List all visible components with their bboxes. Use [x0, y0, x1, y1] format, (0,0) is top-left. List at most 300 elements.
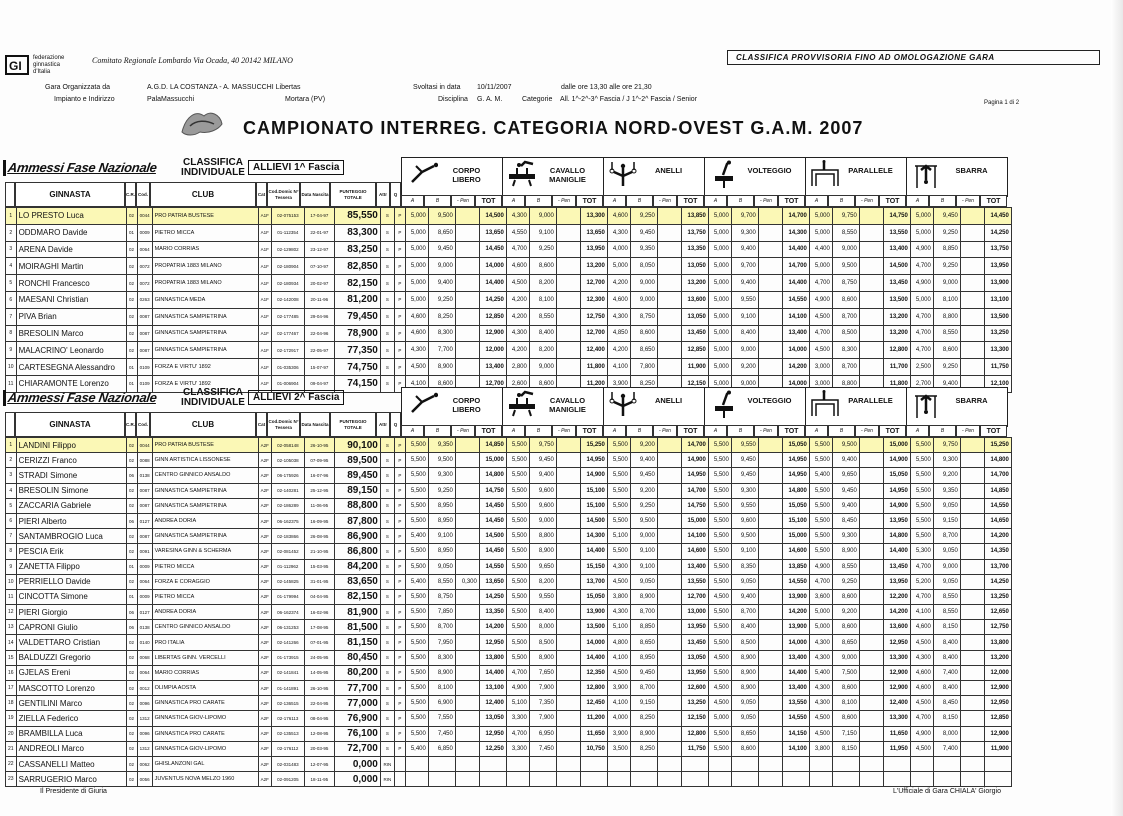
score-1-a: 5,500: [506, 574, 529, 589]
discipline-value: G. A. M.: [477, 96, 503, 103]
column-header-cr: C.R.: [125, 182, 136, 207]
score-3-b: 8,400: [731, 325, 758, 342]
apparatus-sub-a: A: [805, 195, 828, 207]
apparatus-sub-a: A: [805, 425, 828, 437]
score-5-pen: [960, 291, 984, 308]
score-1-tot: 12,750: [580, 308, 607, 325]
score-5-b: 9,450: [933, 208, 960, 225]
score-0-tot: [479, 772, 506, 787]
score-5-pen: [960, 696, 984, 711]
cell-dob: 16-09-95: [304, 513, 334, 528]
score-1-pen: [556, 711, 580, 726]
cell-attr: S: [380, 726, 394, 741]
cell-name: PESCIA Erik: [16, 544, 126, 559]
score-2-pen: [657, 498, 681, 513]
table-row: [6, 468, 1012, 483]
score-2-tot: 13,050: [681, 258, 708, 275]
cell-total: 87,800: [334, 513, 380, 528]
cell-rank: 20: [6, 726, 17, 741]
score-5-tot: 13,250: [984, 325, 1011, 342]
score-4-tot: 13,400: [883, 241, 910, 258]
score-2-pen: [657, 513, 681, 528]
score-4-b: 8,650: [832, 635, 859, 650]
score-4-tot: 13,600: [883, 620, 910, 635]
cell-cr: 02: [126, 681, 137, 696]
score-4-pen: [859, 513, 883, 528]
score-0-tot: 14,250: [479, 291, 506, 308]
apparatus-5-icon: [911, 390, 943, 420]
score-2-b: 8,600: [630, 325, 657, 342]
cell-rank: 11: [6, 589, 17, 604]
score-5-a: 4,500: [910, 696, 933, 711]
score-1-pen: [556, 574, 580, 589]
score-3-pen: [758, 498, 782, 513]
score-1-pen: [556, 589, 580, 604]
apparatus-label-3: VOLTEGGIO: [747, 166, 792, 175]
score-1-tot: 13,900: [580, 605, 607, 620]
score-0-a: 5,500: [405, 589, 428, 604]
cell-dob: 16-02-96: [304, 605, 334, 620]
score-2-b: 7,800: [630, 359, 657, 376]
cell-cr: 06: [126, 513, 137, 528]
score-1-pen: [556, 635, 580, 650]
score-1-tot: 15,050: [580, 589, 607, 604]
score-5-tot: 12,900: [984, 726, 1011, 741]
score-2-b: 8,250: [630, 741, 657, 756]
score-0-b: 8,950: [428, 544, 455, 559]
score-3-b: 9,400: [731, 275, 758, 292]
score-1-tot: 14,900: [580, 468, 607, 483]
category-label: ALLIEVI 2^ Fascia: [248, 390, 344, 405]
cell-cr: 02: [126, 741, 137, 756]
score-4-pen: [859, 605, 883, 620]
table-row: [6, 438, 1012, 453]
score-0-pen: [455, 342, 479, 359]
date-label: Svoltasi in data: [413, 84, 461, 91]
category-label: ALLIEVI 1^ Fascia: [248, 160, 344, 175]
cell-name: SANTAMBROGIO Luca: [16, 529, 126, 544]
score-1-a: 2,600: [506, 375, 529, 392]
cell-cat: A2F: [258, 620, 271, 635]
score-5-a: 4,600: [910, 665, 933, 680]
score-2-tot: 13,050: [681, 650, 708, 665]
score-3-tot: 14,800: [782, 483, 809, 498]
score-5-tot: 11,750: [984, 359, 1011, 376]
score-2-a: 3,500: [607, 741, 630, 756]
score-2-pen: [657, 711, 681, 726]
score-0-tot: 14,450: [479, 241, 506, 258]
column-header-club: CLUB: [150, 182, 256, 207]
cell-q: P: [394, 650, 405, 665]
score-2-tot: 11,750: [681, 741, 708, 756]
cell-tess: 06-162375: [271, 513, 304, 528]
score-1-b: 9,650: [529, 559, 556, 574]
score-0-tot: 13,650: [479, 224, 506, 241]
cell-cr: 02: [126, 438, 137, 453]
cell-tess: 02-141841: [271, 665, 304, 680]
score-2-a: 4,300: [607, 224, 630, 241]
score-4-tot: 14,500: [883, 258, 910, 275]
score-5-a: 5,000: [910, 224, 933, 241]
score-0-a: 5,500: [405, 620, 428, 635]
score-1-pen: [556, 529, 580, 544]
score-2-pen: [657, 605, 681, 620]
score-4-a: 4,900: [809, 291, 832, 308]
score-1-pen: [556, 756, 580, 771]
score-0-b: 9,500: [428, 208, 455, 225]
score-0-pen: [455, 438, 479, 453]
cell-cr: 02: [126, 241, 137, 258]
score-2-b: 8,700: [630, 681, 657, 696]
score-3-b: 8,900: [731, 681, 758, 696]
table-row: [6, 342, 1012, 359]
score-1-b: 9,600: [529, 483, 556, 498]
cell-dob: 23-12-97: [304, 241, 334, 258]
score-5-pen: [960, 711, 984, 726]
score-3-pen: [758, 453, 782, 468]
apparatus-sub-tot: TOT: [778, 195, 805, 207]
score-0-pen: [455, 275, 479, 292]
score-1-b: 8,500: [529, 635, 556, 650]
score-2-tot: 13,400: [681, 559, 708, 574]
score-3-b: [731, 772, 758, 787]
cell-cat: A1F: [258, 208, 271, 225]
score-0-tot: 14,550: [479, 559, 506, 574]
cell-dob: 11-06-95: [304, 498, 334, 513]
score-2-pen: [657, 224, 681, 241]
score-0-tot: 13,650: [479, 574, 506, 589]
score-5-tot: 12,100: [984, 375, 1011, 392]
score-3-a: 5,500: [708, 605, 731, 620]
score-0-tot: 12,250: [479, 741, 506, 756]
apparatus-sub-pen: - Pen: [754, 425, 778, 437]
score-3-pen: [758, 224, 782, 241]
score-1-tot: 14,000: [580, 635, 607, 650]
score-4-pen: [859, 224, 883, 241]
score-1-tot: [580, 756, 607, 771]
score-4-b: 8,550: [832, 224, 859, 241]
cell-club: JUVENTUS NOVA MELZO 1960: [152, 772, 258, 787]
score-3-a: 5,000: [708, 711, 731, 726]
score-3-b: 8,600: [731, 741, 758, 756]
cell-cat: A1F: [258, 258, 271, 275]
score-2-a: 5,500: [607, 468, 630, 483]
score-2-b: 9,250: [630, 498, 657, 513]
score-2-a: 5,500: [607, 483, 630, 498]
score-1-pen: [556, 681, 580, 696]
score-1-tot: 15,150: [580, 559, 607, 574]
score-0-pen: [455, 726, 479, 741]
score-0-pen: [455, 741, 479, 756]
cell-name: ZIELLA Federico: [16, 711, 126, 726]
cell-tess: 01-173915: [271, 650, 304, 665]
apparatus-sub-b: B: [626, 425, 653, 437]
cell-club: GINNASTICA SAMPIETRINA: [152, 529, 258, 544]
score-0-a: 5,500: [405, 513, 428, 528]
apparatus-sub-a: A: [401, 195, 424, 207]
score-1-tot: 15,100: [580, 498, 607, 513]
score-0-pen: 0,300: [455, 574, 479, 589]
column-header-data_nascita: Data Nascita: [300, 412, 330, 437]
score-5-b: 9,000: [933, 559, 960, 574]
score-1-tot: 14,500: [580, 513, 607, 528]
score-4-tot: 13,200: [883, 325, 910, 342]
score-0-pen: [455, 635, 479, 650]
cell-total: 89,450: [334, 468, 380, 483]
cell-cod: 0012: [137, 681, 152, 696]
table-row: [6, 635, 1012, 650]
score-4-a: 4,700: [809, 275, 832, 292]
cell-dob: 07-10-97: [304, 258, 334, 275]
cell-dob: 15-07-97: [304, 359, 334, 376]
score-3-pen: [758, 574, 782, 589]
score-1-b: 9,000: [529, 208, 556, 225]
score-5-b: 8,450: [933, 696, 960, 711]
cell-cr: 02: [126, 635, 137, 650]
score-5-b: 8,150: [933, 711, 960, 726]
score-5-tot: 14,850: [984, 483, 1011, 498]
score-0-tot: 12,700: [479, 375, 506, 392]
score-5-tot: 13,200: [984, 650, 1011, 665]
score-5-pen: [960, 453, 984, 468]
apparatus-sub-a: A: [603, 195, 626, 207]
cell-tess: 02-145825: [271, 574, 304, 589]
cell-q: P: [394, 438, 405, 453]
cell-club: ANDREA DORIA: [152, 605, 258, 620]
score-1-a: 5,500: [506, 498, 529, 513]
table-row: [6, 772, 1012, 787]
apparatus-label-2: ANELLI: [654, 166, 683, 175]
cell-rank: 9: [6, 559, 17, 574]
score-3-tot: 13,900: [782, 589, 809, 604]
apparatus-5-icon: [911, 160, 943, 190]
score-1-b: 7,900: [529, 711, 556, 726]
score-4-tot: 12,200: [883, 589, 910, 604]
score-1-pen: [556, 544, 580, 559]
score-4-tot: 12,950: [883, 635, 910, 650]
cell-q: P: [394, 342, 405, 359]
cell-cod: 0044: [137, 208, 152, 225]
column-header-cod_dom: Cod.Domic N° Tessera: [267, 182, 300, 207]
apparatus-label-4: PARALLELE: [848, 396, 893, 405]
cell-name: ODDMARO Davide: [16, 224, 126, 241]
score-0-b: 8,950: [428, 498, 455, 513]
score-3-tot: 15,000: [782, 529, 809, 544]
score-4-pen: [859, 208, 883, 225]
score-0-tot: 15,000: [479, 453, 506, 468]
cell-club: PIETRO MICCA: [152, 224, 258, 241]
cell-cod: 0056: [137, 772, 152, 787]
score-1-a: 5,500: [506, 620, 529, 635]
score-4-tot: [883, 772, 910, 787]
score-5-a: 5,500: [910, 468, 933, 483]
cell-total: 83,250: [334, 241, 380, 258]
score-2-tot: 14,700: [681, 483, 708, 498]
score-0-b: 8,250: [428, 308, 455, 325]
score-3-b: 9,200: [731, 359, 758, 376]
apparatus-label-3: VOLTEGGIO: [747, 396, 792, 405]
score-1-pen: [556, 665, 580, 680]
cell-q: P: [394, 208, 405, 225]
score-4-tot: 13,450: [883, 559, 910, 574]
cell-attr: RIN: [380, 756, 394, 771]
cell-cat: A2F: [258, 574, 271, 589]
score-4-tot: 14,400: [883, 544, 910, 559]
score-3-tot: 14,000: [782, 342, 809, 359]
score-2-b: 8,650: [630, 342, 657, 359]
cell-dob: 20-11-96: [304, 291, 334, 308]
time-value: dalle ore 13,30 alle ore 21,30: [561, 84, 652, 91]
score-2-a: 4,100: [607, 359, 630, 376]
cell-tess: 02-180934: [271, 275, 304, 292]
cell-attr: S: [380, 696, 394, 711]
score-3-pen: [758, 605, 782, 620]
score-4-a: 5,500: [809, 438, 832, 453]
score-0-a: 5,500: [405, 665, 428, 680]
score-3-b: 9,450: [731, 468, 758, 483]
score-5-tot: 14,700: [984, 468, 1011, 483]
score-5-b: 8,150: [933, 620, 960, 635]
score-3-a: 5,500: [708, 559, 731, 574]
score-4-a: 4,500: [809, 726, 832, 741]
score-5-pen: [960, 498, 984, 513]
cell-total: 90,100: [334, 438, 380, 453]
apparatus-sub-a: A: [502, 425, 525, 437]
score-0-pen: [455, 620, 479, 635]
score-3-b: 8,500: [731, 635, 758, 650]
score-4-a: 4,300: [809, 681, 832, 696]
cell-dob: 22-04-95: [304, 696, 334, 711]
score-1-a: 4,700: [506, 726, 529, 741]
score-4-pen: [859, 438, 883, 453]
score-5-tot: 13,800: [984, 635, 1011, 650]
score-0-a: 5,500: [405, 650, 428, 665]
score-1-pen: [556, 559, 580, 574]
score-1-tot: 14,300: [580, 529, 607, 544]
score-4-a: 4,500: [809, 308, 832, 325]
score-5-a: 2,700: [910, 375, 933, 392]
score-3-b: 9,550: [731, 498, 758, 513]
score-2-a: 4,300: [607, 605, 630, 620]
score-3-pen: [758, 559, 782, 574]
cell-cr: 02: [126, 453, 137, 468]
score-2-b: 9,100: [630, 544, 657, 559]
org-value: A.G.D. LA COSTANZA - A. MASSUCCHI Libertas: [147, 84, 301, 91]
score-4-tot: 12,900: [883, 665, 910, 680]
score-1-pen: [556, 438, 580, 453]
score-2-pen: [657, 589, 681, 604]
score-0-pen: [455, 241, 479, 258]
score-4-pen: [859, 258, 883, 275]
score-3-pen: [758, 696, 782, 711]
cell-cr: 01: [126, 224, 137, 241]
score-3-pen: [758, 241, 782, 258]
cell-rank: 2: [6, 453, 17, 468]
score-0-pen: [455, 681, 479, 696]
score-3-tot: 13,400: [782, 681, 809, 696]
score-3-tot: 14,100: [782, 308, 809, 325]
cell-tess: 02-091205: [271, 772, 304, 787]
score-2-a: 4,300: [607, 308, 630, 325]
score-2-tot: 13,200: [681, 275, 708, 292]
score-2-pen: [657, 726, 681, 741]
cell-total: 78,900: [334, 325, 380, 342]
cell-cat: A2F: [258, 483, 271, 498]
table-row: [6, 605, 1012, 620]
score-2-a: 4,100: [607, 650, 630, 665]
score-0-pen: [455, 468, 479, 483]
cell-cat: A1F: [258, 241, 271, 258]
score-1-a: [506, 756, 529, 771]
score-3-pen: [758, 529, 782, 544]
score-1-pen: [556, 696, 580, 711]
cell-total: 77,000: [334, 696, 380, 711]
score-5-pen: [960, 241, 984, 258]
score-2-tot: 13,750: [681, 224, 708, 241]
score-2-b: 8,900: [630, 589, 657, 604]
score-3-a: 5,500: [708, 574, 731, 589]
score-3-b: 9,000: [731, 375, 758, 392]
score-2-b: 8,050: [630, 258, 657, 275]
cell-q: P: [394, 498, 405, 513]
score-3-b: 9,050: [731, 696, 758, 711]
cell-dob: 22-01-97: [304, 224, 334, 241]
score-4-a: 3,800: [809, 741, 832, 756]
score-1-tot: 13,700: [580, 574, 607, 589]
score-2-tot: [681, 772, 708, 787]
score-3-b: 9,550: [731, 291, 758, 308]
cell-rank: 8: [6, 325, 17, 342]
cell-rank: 18: [6, 696, 17, 711]
table-row: [6, 513, 1012, 528]
apparatus-sub-b: B: [727, 195, 754, 207]
fgi-logo-icon: [5, 53, 31, 79]
cell-cod: 0138: [137, 620, 152, 635]
cell-cod: 0127: [137, 605, 152, 620]
score-2-tot: 14,900: [681, 453, 708, 468]
score-5-pen: [960, 359, 984, 376]
score-2-b: 9,000: [630, 291, 657, 308]
cell-cod: 1312: [137, 741, 152, 756]
cell-cod: 0044: [137, 438, 152, 453]
table-row: [6, 665, 1012, 680]
score-1-a: 4,300: [506, 208, 529, 225]
score-1-a: 2,800: [506, 359, 529, 376]
cell-dob: 15-03-95: [304, 559, 334, 574]
cell-cat: A1F: [258, 308, 271, 325]
cell-rank: 22: [6, 756, 17, 771]
score-0-a: 5,000: [405, 258, 428, 275]
cell-tess: 02-135513: [271, 726, 304, 741]
score-3-tot: 13,550: [782, 696, 809, 711]
cell-tess: 02-075153: [271, 208, 304, 225]
score-2-pen: [657, 756, 681, 771]
cell-rank: 5: [6, 498, 17, 513]
score-0-a: 4,600: [405, 325, 428, 342]
apparatus-header-4: [805, 387, 907, 427]
cell-cod: 1312: [137, 711, 152, 726]
table-row: [6, 498, 1012, 513]
table-row: [6, 224, 1012, 241]
column-header-punteggio: PUNTEGGIO TOTALE: [330, 412, 376, 437]
score-0-tot: 12,950: [479, 726, 506, 741]
score-4-pen: [859, 453, 883, 468]
score-3-tot: [782, 772, 809, 787]
score-3-tot: 14,400: [782, 275, 809, 292]
score-5-a: 4,600: [910, 681, 933, 696]
score-4-tot: 12,400: [883, 696, 910, 711]
score-1-a: 4,500: [506, 275, 529, 292]
